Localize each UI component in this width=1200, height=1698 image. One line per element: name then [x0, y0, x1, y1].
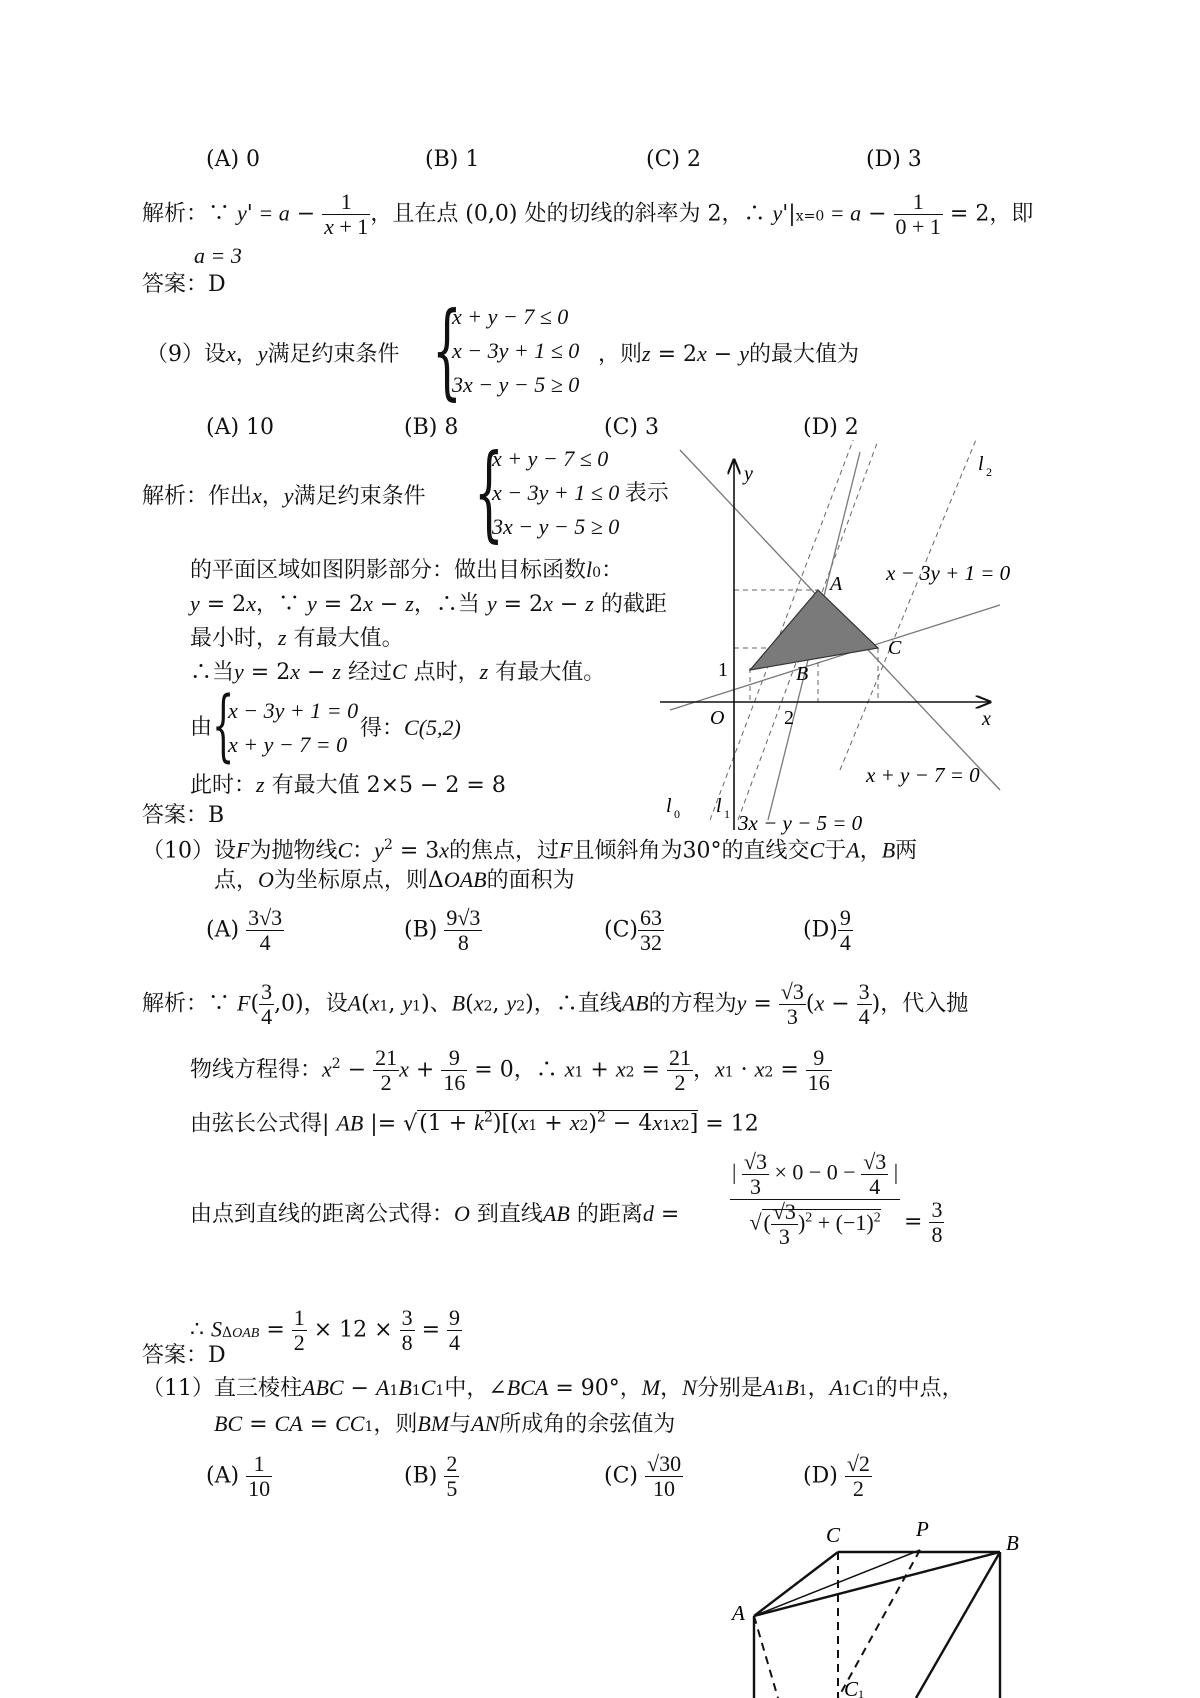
q11-option-a: (A) $\frac{1}{10}$	[206, 1451, 271, 1501]
q10-analysis-1: 解析：∵ F( $\frac{3}{4}$ ,0)，设A(x1, y1)、B(x2, y2)，∴直线AB的方程为y = $\frac{√3}{3}$ (x − $\frac{3}{4}$ )，代入抛	[142, 979, 969, 1029]
q9-option-d: (D) 2	[803, 415, 859, 440]
q11-option-b: (B) $\frac{2}{5}$	[404, 1451, 458, 1501]
q9-fig-eq1: x − 3y + 1 = 0	[886, 561, 1011, 585]
q9-option-a: (A) 10	[206, 415, 275, 440]
q8-option-a: (A) 0	[206, 147, 261, 172]
q11-fig-c: C	[826, 1523, 841, 1547]
q9-system: x − 3y + 1 = 0 x + y − 7 = 0	[228, 698, 359, 757]
q10-stem-2: 点，O为坐标原点，则ΔOAB的面积为	[214, 867, 575, 893]
q11-fig-b: B	[1006, 1531, 1019, 1555]
q9-fig-y: y	[744, 463, 753, 485]
q11-prism-figure	[730, 1520, 1030, 1698]
q9-line7: 此时：z 有最大值 2×5 − 2 = 8	[190, 772, 506, 798]
q11-option-d: (D) $\frac{√2}{2}$	[803, 1451, 870, 1501]
q9-constraints-2: x + y − 7 ≤ 0 x − 3y + 1 ≤ 0 表示 3x − y − 5 ≥ 0	[492, 446, 669, 539]
q9-fig-eq3: 3x − y − 5 = 0	[738, 811, 863, 835]
q9-option-b: (B) 8	[404, 415, 459, 440]
q11-fig-p: P	[916, 1520, 929, 1541]
q9-shaded-region	[750, 590, 878, 670]
q9-fig-a: A	[830, 573, 843, 595]
q9-fig-o: O	[710, 707, 725, 729]
q8-option-d: (D) 3	[866, 147, 922, 172]
q10-analysis-3: 由弦长公式得| AB |= $√(1 + k^2)[(x1 + x2)^2 - 4x1x2] = 12$	[190, 1110, 759, 1137]
q9-fig-b: B	[796, 663, 809, 685]
q9-feasible-region-figure	[660, 440, 1100, 840]
q9-option-c: (C) 3	[604, 415, 659, 440]
q9-brace: {	[432, 289, 462, 411]
q10-analysis-2: 物线方程得：$x^2$ − $\frac{21}{2}$ x + $\frac{9}{16}$ = 0，∴ x1 + x2 = $\frac{21}{2}$ ，x1 · x2 = $\frac{9}{16}$	[190, 1045, 830, 1095]
q11-stem-2: BC = CA = CC1，则BM与AN所成角的余弦值为	[214, 1411, 676, 1437]
q9-fig-l2	[978, 453, 992, 479]
q9-line5: ∴当y = 2x − z 经过C 点时，z 有最大值。	[190, 659, 606, 685]
svg-text:l: l	[666, 795, 672, 817]
q10-area: ∴ SΔOAB = $\frac{1}{2}$ × 12 × $\frac{3}{8}$ = $\frac{9}{4}$	[190, 1305, 461, 1355]
q9-fig-l0	[666, 795, 680, 821]
q10-option-b: (B) $\frac{9√3}{8}$	[404, 905, 481, 955]
q8-a-value: a = 3	[194, 243, 242, 268]
q9-fig-l1	[716, 795, 730, 821]
q10-answer: 答案：D	[142, 1343, 226, 1368]
q9-line6b: 得：C(5,2)	[360, 715, 461, 741]
q11-fig-a: A	[732, 1601, 745, 1625]
svg-text:1: 1	[724, 807, 730, 821]
svg-text:l: l	[978, 453, 984, 475]
svg-text:C: C	[844, 1677, 859, 1698]
q9-line4: 最小时，z 有最大值。	[190, 625, 404, 651]
q11-stem-1: （11）直三棱柱ABC − A1B1C1中，∠BCA = 90°，M，N分别是A1B1，A1C1的中点，	[142, 1375, 964, 1401]
q9-answer: 答案：B	[142, 803, 225, 828]
q9-brace-3: {	[212, 681, 235, 771]
q9-fig-x: x	[982, 708, 991, 730]
q8-option-c: (C) 2	[646, 147, 701, 172]
svg-text:l: l	[716, 795, 722, 817]
q9-fig-one: 1	[718, 659, 728, 681]
q10-distance-value: = $\frac{3}{8}$	[904, 1197, 943, 1247]
q9-fig-eq2: x + y − 7 = 0	[866, 763, 980, 787]
q9-fig-c: C	[888, 637, 902, 659]
svg-text:0: 0	[674, 807, 680, 821]
q9-line2: 的平面区域如图阴影部分：做出目标函数l0：	[190, 557, 624, 583]
q10-option-a: (A) $\frac{3√3}{4}$	[206, 905, 283, 955]
q9-stem-end: ，则z = 2x − y的最大值为	[598, 341, 859, 367]
q9-constraints: x + y − 7 ≤ 0 x − 3y + 1 ≤ 0 3x − y − 5 ≥ 0	[452, 304, 580, 397]
q9-stem: （9）设x，y满足约束条件	[146, 341, 400, 367]
q9-line6a: 由	[190, 715, 213, 740]
q10-option-c: (C) $\frac{63}{32}$	[604, 905, 662, 955]
svg-text:2: 2	[986, 465, 992, 479]
q9-analysis-1: 解析：作出x，y满足约束条件	[142, 483, 426, 509]
q10-stem-1: （10）设F为抛物线C：$y^2 = 3x$的焦点，过F且倾斜角为30°的直线交C于A，B两	[142, 837, 918, 864]
q9-line3: y = 2x，∵ y = 2x − z，∴当 y = 2x − z 的截距	[190, 591, 667, 617]
q8-option-b: (B) 1	[425, 147, 480, 172]
svg-text:1: 1	[858, 1687, 864, 1698]
q10-analysis-4: 由点到直线的距离公式得：O 到直线AB 的距离d =	[190, 1201, 680, 1227]
q8-analysis: 解析：∵ y' = a − $\frac{1}{x + 1}$ ，且在点 (0,0) 处的切线的斜率为 2，∴ y'|x=0 = a − $\frac{1}{0 + 1}$ = 2，即	[142, 189, 1034, 239]
q8-answer: 答案：D	[142, 272, 226, 297]
q9-brace-2: {	[474, 431, 504, 553]
q11-option-c: (C) $\frac{√30}{10}$	[604, 1451, 682, 1501]
q10-option-d: (D) $\frac{9}{4}$	[803, 905, 851, 955]
q9-fig-two: 2	[784, 707, 794, 729]
q10-distance-fraction: | $\frac{√3}{3}$ × 0 − 0 − $\frac{√3}{4}$ | √( $\frac{√3}{3}$ )$^2 + (-1)^2$	[732, 1149, 899, 1249]
q11-fig-c1	[844, 1677, 864, 1698]
